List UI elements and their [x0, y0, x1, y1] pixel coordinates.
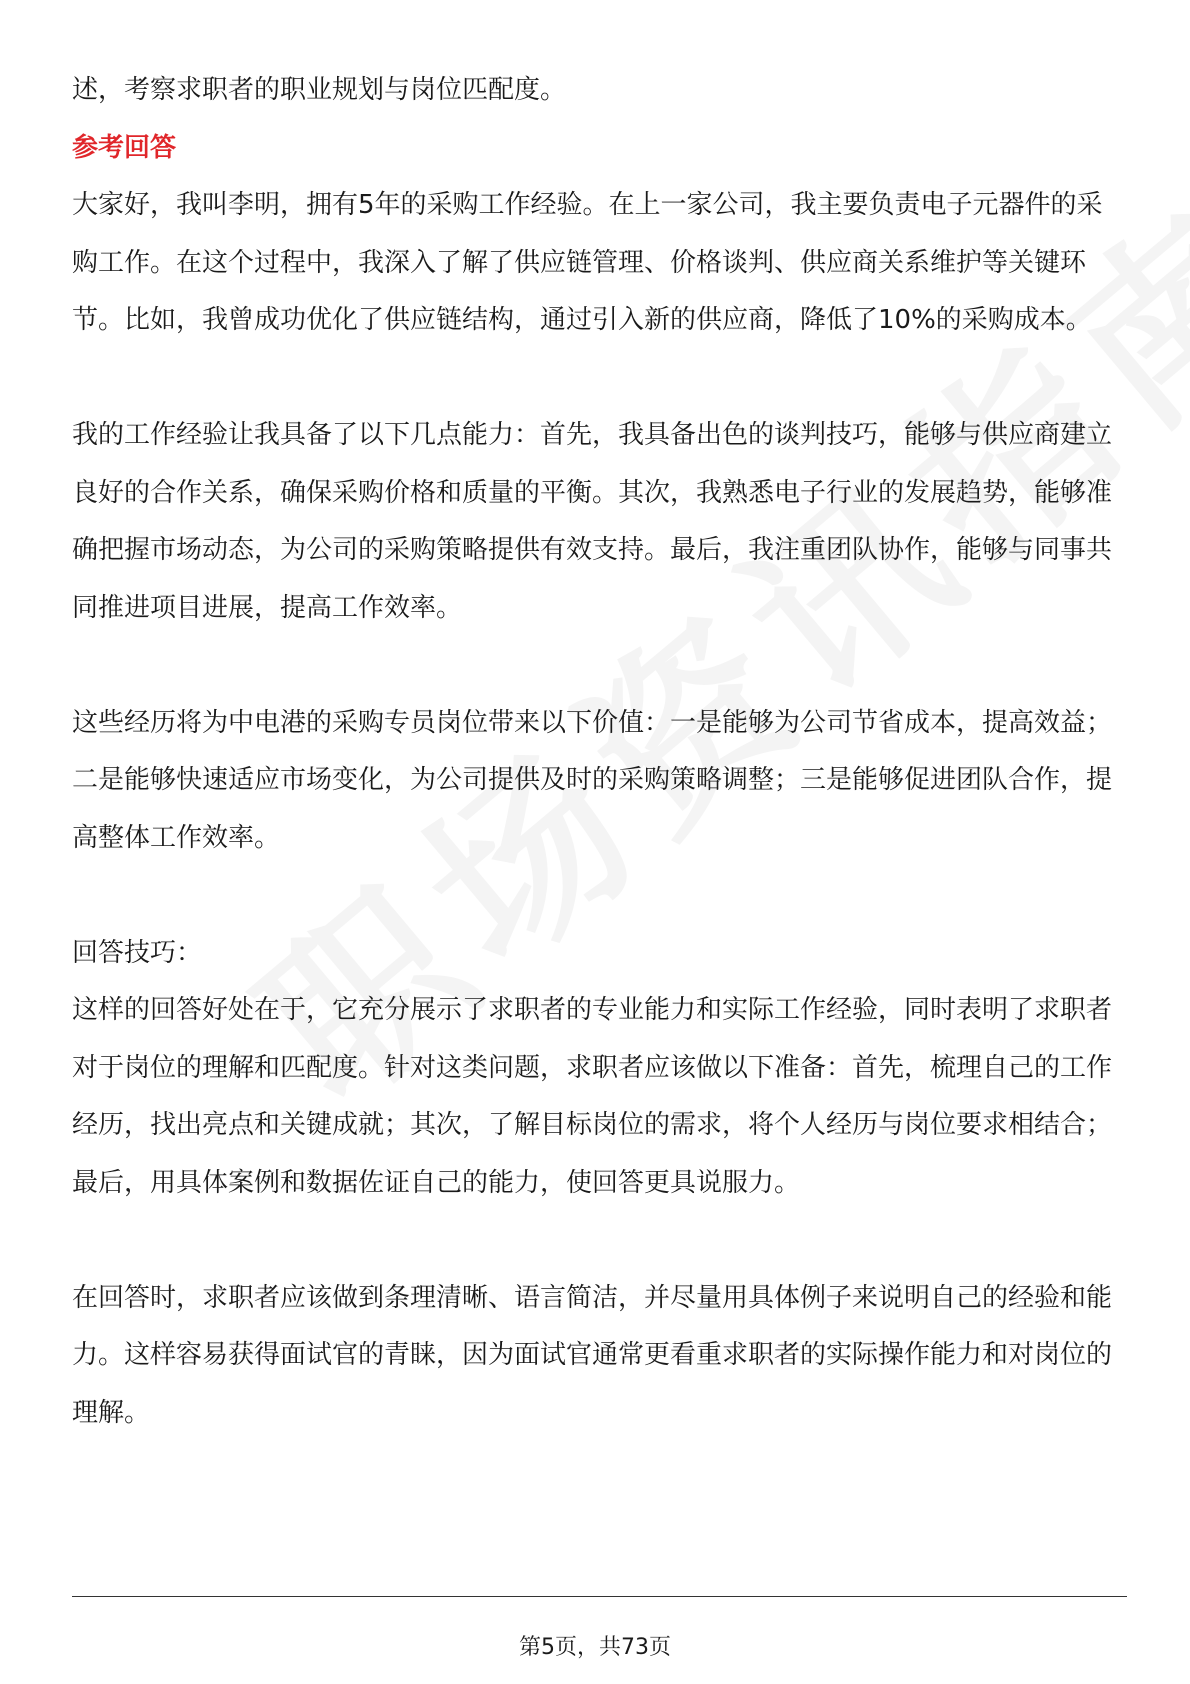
- paragraph-spacer: [72, 1212, 1127, 1270]
- answer-paragraph-2: 我的工作经验让我具备了以下几点能力：首先，我具备出色的谈判技巧，能够与供应商建立良好的合作关系，确保采购价格和质量的平衡。其次，我熟悉电子行业的发展趋势，能够准确把握市场动态，为公司的采购策略提供有效支持。最后，我注重团队协作，能够与同事共同推进项目进展，提高工作效率。: [72, 420, 1113, 623]
- footer-divider: [72, 1596, 1127, 1597]
- paragraph-spacer: [72, 867, 1127, 925]
- document-body: [72, 62, 1127, 1442]
- paragraph-spacer: [72, 637, 1127, 695]
- page-number: 第5页，共73页: [519, 1635, 671, 1660]
- tips-paragraph-2: 在回答时，求职者应该做到条理清晰、语言简洁，并尽量用具体例子来说明自己的经验和能力。这样容易获得面试官的青睐，因为面试官通常更看重求职者的实际操作能力和对岗位的理解。: [72, 1282, 1113, 1428]
- intro-tail-text: 述，考察求职者的职业规划与岗位匹配度。: [72, 75, 567, 105]
- paragraph-spacer: [72, 350, 1127, 408]
- answer-paragraph-1: 大家好，我叫李明，拥有5年的采购工作经验。在上一家公司，我主要负责电子元器件的采购工作。在这个过程中，我深入了解了供应链管理、价格谈判、供应商关系维护等关键环节。比如，我曾成功优化了供应链结构，通过引入新的供应商，降低了10%的采购成本。: [72, 190, 1103, 335]
- answer-paragraph-3: 这些经历将为中电港的采购专员岗位带来以下价值：一是能够为公司节省成本，提高效益；二是能够快速适应市场变化，为公司提供及时的采购策略调整；三是能够促进团队合作，提高整体工作效率。: [72, 707, 1113, 853]
- tips-paragraph-1: 这样的回答好处在于，它充分展示了求职者的专业能力和实际工作经验，同时表明了求职者对于岗位的理解和匹配度。针对这类问题，求职者应该做以下准备：首先，梳理自己的工作经历，找出亮点和关键成就；其次，了解目标岗位的需求，将个人经历与岗位要求相结合；最后，用具体案例和数据佐证自己的能力，使回答更具说服力。: [72, 995, 1113, 1198]
- tips-heading: 回答技巧：: [72, 937, 203, 968]
- reference-answer-heading: 参考回答: [72, 132, 177, 163]
